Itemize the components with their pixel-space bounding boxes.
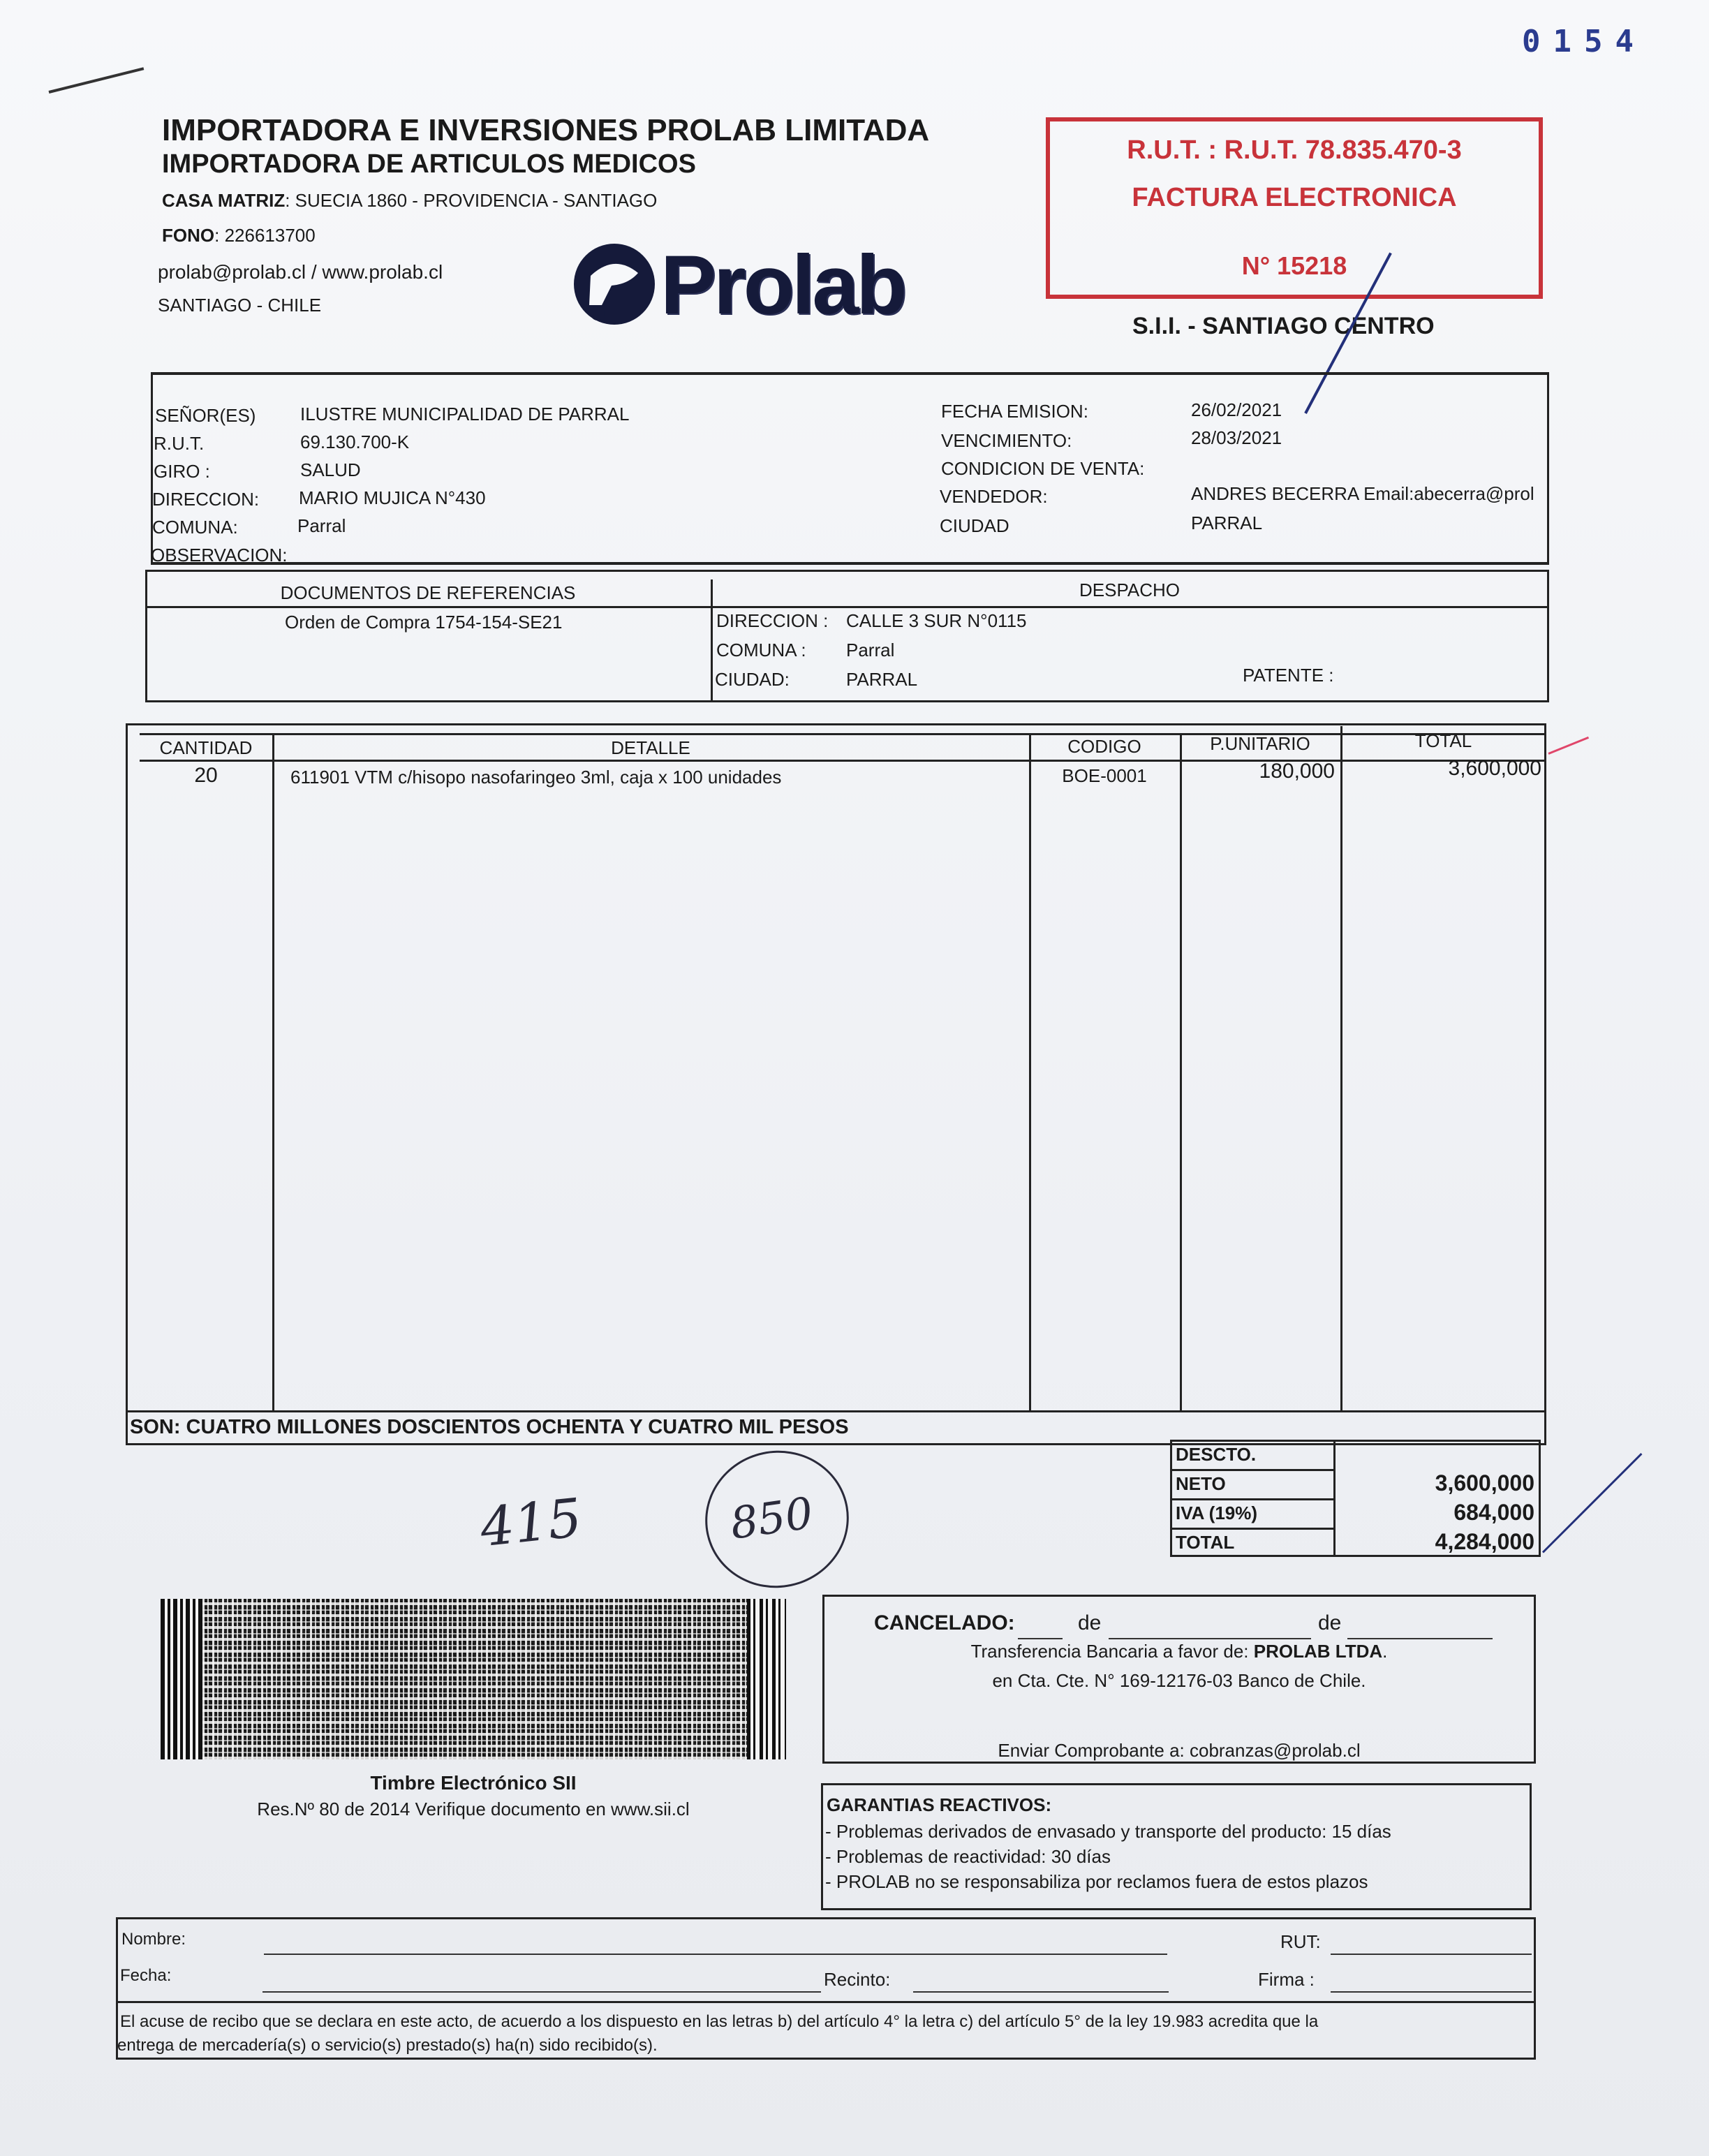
cancelado-transfer-company: PROLAB LTDA xyxy=(1253,1641,1383,1662)
handwritten-note-850: 850 xyxy=(727,1487,816,1549)
vencimiento-label: VENCIMIENTO: xyxy=(941,430,1072,451)
iva-value: 684,000 xyxy=(1453,1500,1534,1525)
timbre-title: Timbre Electrónico SII xyxy=(370,1772,577,1794)
cancelado-send-proof: Enviar Comprobante a: cobranzas@prolab.cl xyxy=(998,1740,1361,1761)
barcode-start-pattern xyxy=(161,1599,202,1759)
acuse-rut-line xyxy=(1331,1954,1532,1955)
handwritten-note-415: 415 xyxy=(477,1486,585,1559)
neto-label: NETO xyxy=(1176,1473,1226,1494)
invoice-type: FACTURA ELECTRONICA xyxy=(1132,183,1457,212)
invoice-id-box xyxy=(1046,117,1543,299)
barcode-stop-pattern xyxy=(747,1599,786,1759)
client-comuna-label: COMUNA: xyxy=(152,517,238,538)
row-unitario: 180,000 xyxy=(1259,760,1335,783)
acuse-text-line-2: entrega de mercadería(s) o servicio(s) prestado(s) ha(n) sido recibido(s). xyxy=(117,2036,658,2055)
header-unitario: P.UNITARIO xyxy=(1210,733,1310,754)
despacho-comuna-label: COMUNA : xyxy=(716,640,806,660)
vendedor-value: ANDRES BECERRA Email:abecerra@prol xyxy=(1191,483,1534,504)
header-cantidad: CANTIDAD xyxy=(159,737,253,758)
despacho-direccion-label: DIRECCION : xyxy=(716,610,829,631)
client-comuna-value: Parral xyxy=(297,515,346,536)
despacho-direccion-value: CALLE 3 SUR N°0115 xyxy=(846,610,1027,631)
garantias-item-1: - Problemas derivados de envasado y transporte del producto: 15 días xyxy=(825,1821,1391,1842)
cancelado-transfer xyxy=(822,1641,1536,1662)
client-rut-label: R.U.T. xyxy=(154,433,205,454)
client-ciudad-label: CIUDAD xyxy=(940,515,1009,536)
amount-in-words: SON: CUATRO MILLONES DOSCIENTOS OCHENTA Y CUATRO MIL PESOS xyxy=(130,1416,849,1438)
acuse-recinto-label: Recinto: xyxy=(824,1969,891,1990)
row-detalle: 611901 VTM c/hisopo nasofaringeo 3ml, caja x 100 unidades xyxy=(290,767,782,788)
col-divider-1 xyxy=(272,733,274,1410)
acuse-fecha-label: Fecha: xyxy=(120,1966,172,1985)
timbre-subtitle: Res.Nº 80 de 2014 Verifique documento en www.sii.cl xyxy=(257,1799,690,1819)
issuer-contact: prolab@prolab.cl / www.prolab.cl xyxy=(158,261,443,283)
row-codigo: BOE-0001 xyxy=(1062,765,1147,786)
client-rut-value: 69.130.700-K xyxy=(300,431,410,452)
invoice-number: N° 15218 xyxy=(1241,251,1347,280)
cancelado-transfer-prefix: Transferencia Bancaria a favor de: xyxy=(970,1641,1254,1662)
totals-line-3 xyxy=(1170,1528,1333,1530)
descto-label: DESCTO. xyxy=(1176,1444,1257,1465)
client-senor-label: SEÑOR(ES) xyxy=(155,405,256,426)
despacho-header: DESPACHO xyxy=(1079,579,1180,600)
acuse-divider xyxy=(116,2001,1536,2003)
handwritten-folio: 0154 xyxy=(1522,24,1646,59)
fono-label: FONO xyxy=(162,225,215,246)
acuse-nombre-line xyxy=(264,1954,1167,1955)
client-observacion-label: OBSERVACION: xyxy=(151,545,288,566)
references-header-line xyxy=(145,606,1549,608)
acuse-firma-label: Firma : xyxy=(1258,1969,1315,1990)
client-direccion-value: MARIO MUJICA N°430 xyxy=(299,487,486,508)
fono-colon: : xyxy=(214,225,225,246)
vendedor-label: VENDEDOR: xyxy=(940,486,1048,507)
neto-value: 3,600,000 xyxy=(1435,1470,1534,1496)
garantias-title: GARANTIAS REACTIVOS: xyxy=(827,1794,1052,1815)
despacho-ciudad-label: CIUDAD: xyxy=(715,669,790,690)
reference-order: Orden de Compra 1754-154-SE21 xyxy=(285,612,563,633)
cancelado-de-2: de xyxy=(1318,1611,1342,1634)
col-divider-2 xyxy=(1029,733,1031,1410)
pdf417-barcode xyxy=(161,1599,786,1759)
header-total: TOTAL xyxy=(1414,730,1472,751)
items-header-line xyxy=(140,760,1546,762)
iva-label: IVA (19%) xyxy=(1176,1502,1258,1523)
items-table xyxy=(126,723,1546,1445)
acuse-rut-label: RUT: xyxy=(1280,1931,1321,1952)
casa-matriz-colon: : xyxy=(285,190,295,211)
header-detalle: DETALLE xyxy=(611,737,690,758)
acuse-text-line-1: El acuse de recibo que se declara en este acto, de acuerdo a los dispuesto en las letras b) del artículo 4° la letra c) del artículo 5° de la ley 19.983 acredita que la xyxy=(120,2012,1319,2031)
despacho-comuna-value: Parral xyxy=(846,640,895,660)
cancelado-label: CANCELADO: xyxy=(874,1611,1015,1634)
cancelado-de-1: de xyxy=(1078,1611,1102,1634)
fecha-emision-value: 26/02/2021 xyxy=(1191,399,1282,420)
red-check-mark xyxy=(1548,737,1589,755)
casa-matriz-label: CASA MATRIZ xyxy=(162,190,286,211)
issuer-name: IMPORTADORA E INVERSIONES PROLAB LIMITADA xyxy=(162,113,930,147)
casa-matriz-value: SUECIA 1860 - PROVIDENCIA - SANTIAGO xyxy=(295,190,658,211)
invoice-rut: R.U.T. : R.U.T. 78.835.470-3 xyxy=(1127,135,1462,165)
row-total: 3,600,000 xyxy=(1448,757,1541,780)
cancelado-year-line xyxy=(1347,1638,1493,1639)
totals-line-2 xyxy=(1170,1498,1333,1500)
condicion-label: CONDICION DE VENTA: xyxy=(941,458,1145,479)
sii-office: S.I.I. - SANTIAGO CENTRO xyxy=(1132,313,1435,339)
col-divider-4 xyxy=(1340,726,1342,1410)
cancelado-day-line xyxy=(1018,1638,1063,1639)
patente-label: PATENTE : xyxy=(1243,665,1334,686)
issuer-location: SANTIAGO - CHILE xyxy=(158,295,322,316)
acuse-fecha-line xyxy=(262,1991,821,1993)
son-top-line xyxy=(126,1410,1546,1412)
totals-line-1 xyxy=(1170,1469,1333,1471)
prolab-logo-mark-icon xyxy=(571,241,662,332)
garantias-item-3: - PROLAB no se responsabiliza por reclamos fuera de estos plazos xyxy=(825,1871,1368,1892)
header-codigo: CODIGO xyxy=(1067,736,1141,757)
acuse-recinto-line xyxy=(913,1991,1169,1993)
total-label: TOTAL xyxy=(1176,1532,1235,1553)
pen-stroke-top-left xyxy=(49,67,145,94)
total-value: 4,284,000 xyxy=(1435,1529,1534,1554)
col-divider-3 xyxy=(1180,733,1182,1410)
client-direccion-label: DIRECCION: xyxy=(152,489,260,510)
despacho-ciudad-value: PARRAL xyxy=(846,669,918,690)
fono-value: 226613700 xyxy=(224,225,316,246)
barcode-data-area xyxy=(202,1599,747,1759)
casa-matriz xyxy=(162,190,657,212)
issuer-subtitle: IMPORTADORA DE ARTICULOS MEDICOS xyxy=(162,149,696,179)
client-giro-value: SALUD xyxy=(300,459,361,480)
pen-check-totals xyxy=(1542,1453,1643,1553)
vencimiento-value: 28/03/2021 xyxy=(1191,427,1282,448)
acuse-nombre-label: Nombre: xyxy=(121,1930,186,1949)
cancelado-account: en Cta. Cte. N° 169-12176-03 Banco de Chile. xyxy=(992,1670,1366,1691)
fono xyxy=(162,225,316,246)
garantias-item-2: - Problemas de reactividad: 30 días xyxy=(825,1846,1111,1867)
cancelado-month-line xyxy=(1109,1638,1311,1639)
acuse-firma-line xyxy=(1331,1991,1532,1993)
references-header: DOCUMENTOS DE REFERENCIAS xyxy=(280,582,576,603)
client-giro-label: GIRO : xyxy=(154,461,210,482)
client-ciudad-value: PARRAL xyxy=(1191,512,1263,533)
logo-wordmark: Prolab xyxy=(660,238,905,332)
cancelado-transfer-suffix: . xyxy=(1382,1641,1388,1662)
row-cantidad: 20 xyxy=(194,764,218,787)
fecha-emision-label: FECHA EMISION: xyxy=(941,401,1088,422)
prolab-logo xyxy=(571,238,934,332)
client-senor-value: ILUSTRE MUNICIPALIDAD DE PARRAL xyxy=(300,404,630,424)
